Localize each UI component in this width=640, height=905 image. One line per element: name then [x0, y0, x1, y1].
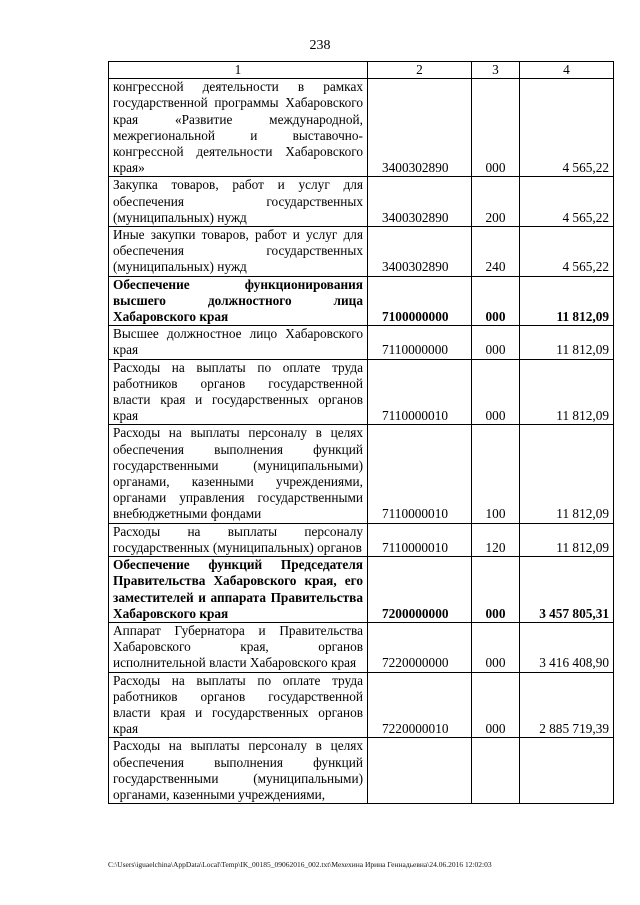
- row-expense-type: [472, 738, 520, 804]
- row-target-code: 3400302890: [368, 227, 472, 277]
- row-expense-type: 000: [472, 276, 520, 326]
- row-expense-type: 120: [472, 523, 520, 556]
- row-amount: 4 565,22: [520, 177, 614, 227]
- row-target-code: 7110000010: [368, 425, 472, 523]
- row-name: конгрессной деятельности в рамках государственной программы Хабаровского края «Развитие международной, межрегиональной и выставочно-конгрессной деятельности Хабаровского края»: [109, 79, 368, 177]
- table-row: [109, 359, 614, 425]
- row-target-code: 7200000000: [368, 557, 472, 623]
- row-name: Расходы на выплаты по оплате труда работников органов государственной власти края и государственных органов края: [109, 359, 368, 425]
- row-name: Закупка товаров, работ и услуг для обеспечения государственных (муниципальных) нужд: [109, 177, 368, 227]
- row-amount: 4 565,22: [520, 79, 614, 177]
- row-target-code: 3400302890: [368, 79, 472, 177]
- row-amount: 11 812,09: [520, 326, 614, 359]
- table-row: [109, 79, 614, 177]
- row-expense-type: 200: [472, 177, 520, 227]
- page-number: 238: [309, 38, 331, 53]
- row-name: Обеспечение функций Председателя Правительства Хабаровского края, его заместителей и аппарата Правительства Хабаровского края: [109, 557, 368, 623]
- column-header-1: 1: [109, 62, 368, 79]
- table-row: [109, 622, 614, 672]
- row-target-code: [368, 738, 472, 804]
- row-amount: 3 416 408,90: [520, 622, 614, 672]
- row-amount: [520, 738, 614, 804]
- row-expense-type: 100: [472, 425, 520, 523]
- row-name: Расходы на выплаты персоналу в целях обеспечения выполнения функций государственными (муниципальными) органами, казенными учреждениями, органами управления государственными внебюджетными фондами: [109, 425, 368, 523]
- row-amount: 4 565,22: [520, 227, 614, 277]
- row-name: Аппарат Губернатора и Правительства Хабаровского края, органов исполнительной власти Хабаровского края: [109, 622, 368, 672]
- table-row: [109, 738, 614, 804]
- table-row: [109, 425, 614, 523]
- row-name: Высшее должностное лицо Хабаровского края: [109, 326, 368, 359]
- row-target-code: 7110000010: [368, 359, 472, 425]
- table-header-row: [109, 62, 614, 79]
- row-target-code: 7110000010: [368, 523, 472, 556]
- table-row: [109, 227, 614, 277]
- row-target-code: 7110000000: [368, 326, 472, 359]
- row-target-code: 3400302890: [368, 177, 472, 227]
- table-row: [109, 523, 614, 556]
- table-row: [109, 326, 614, 359]
- row-expense-type: 000: [472, 557, 520, 623]
- row-name: Расходы на выплаты персоналу в целях обеспечения выполнения функций государственными (муниципальными) органами, казенными учреждениями,: [109, 738, 368, 804]
- column-header-4: 4: [520, 62, 614, 79]
- row-expense-type: 000: [472, 672, 520, 738]
- row-expense-type: 000: [472, 79, 520, 177]
- row-name: Расходы на выплаты по оплате труда работников органов государственной власти края и государственных органов края: [109, 672, 368, 738]
- row-amount: 11 812,09: [520, 523, 614, 556]
- row-name: Расходы на выплаты персоналу государственных (муниципальных) органов: [109, 523, 368, 556]
- row-expense-type: 000: [472, 359, 520, 425]
- row-expense-type: 240: [472, 227, 520, 277]
- row-name: Обеспечение функционирования высшего должностного лица Хабаровского края: [109, 276, 368, 326]
- row-target-code: 7220000000: [368, 622, 472, 672]
- row-target-code: 7100000000: [368, 276, 472, 326]
- row-amount: 11 812,09: [520, 359, 614, 425]
- table-row: [109, 276, 614, 326]
- table-row: [109, 557, 614, 623]
- file-path-footer: C:\Users\iguaelchina\AppData\Local\Temp\IK_00185_09062016_002.txt\Мехехина Ирина Геннадьевна\24.06.2016 12:02:03: [108, 860, 492, 869]
- row-target-code: 7220000010: [368, 672, 472, 738]
- table-row: [109, 672, 614, 738]
- column-header-3: 3: [472, 62, 520, 79]
- row-expense-type: 000: [472, 326, 520, 359]
- row-name: Иные закупки товаров, работ и услуг для обеспечения государственных (муниципальных) нужд: [109, 227, 368, 277]
- table-row: [109, 177, 614, 227]
- row-expense-type: 000: [472, 622, 520, 672]
- row-amount: 2 885 719,39: [520, 672, 614, 738]
- budget-table: [108, 61, 614, 804]
- row-amount: 3 457 805,31: [520, 557, 614, 623]
- column-header-2: 2: [368, 62, 472, 79]
- row-amount: 11 812,09: [520, 276, 614, 326]
- row-amount: 11 812,09: [520, 425, 614, 523]
